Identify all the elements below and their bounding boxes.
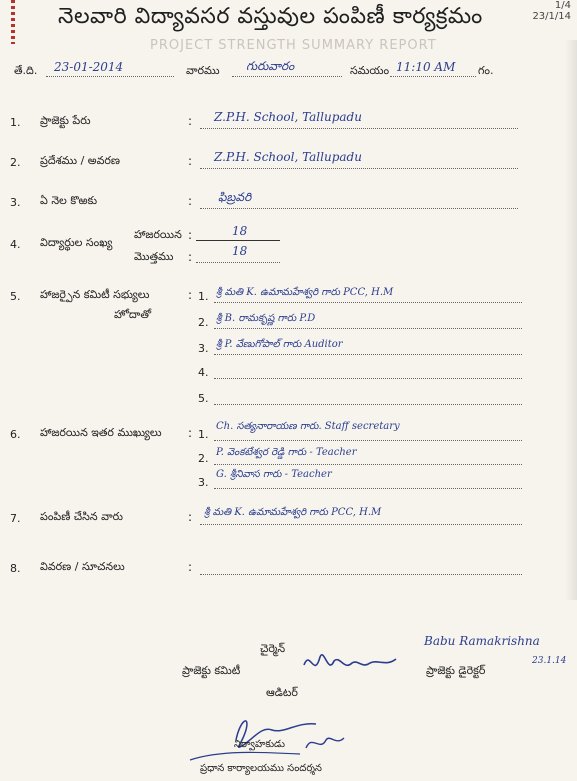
row-4-number: 4.	[10, 238, 21, 251]
row-5-colon: :	[188, 288, 193, 302]
row-2-colon: :	[188, 154, 193, 168]
row-7-colon: :	[188, 510, 193, 524]
project-director-label: ప్రాజెక్టు డైరెక్టర్	[426, 664, 486, 677]
row-4-colon-top: :	[188, 228, 193, 242]
date-label: తే.ది.	[14, 64, 38, 77]
committee-member-5-number: 5.	[198, 392, 209, 405]
date-dotline	[46, 76, 174, 77]
row-6-number: 6.	[10, 428, 21, 441]
row-1-number: 1.	[10, 116, 21, 129]
row-7-number: 7.	[10, 512, 21, 525]
page-title: నెలవారి విద్యావసర వస్తువుల పంపిణీ కార్యక్రమం	[58, 4, 483, 29]
row-7-label: పంపిణీ చేసిన వారు	[40, 510, 123, 523]
time-dotline	[390, 76, 476, 77]
corner-note-line1: 1/4	[554, 0, 571, 11]
date-value: 23-01-2014	[54, 60, 124, 74]
row-4-value-bottom: 18	[232, 244, 248, 258]
committee-member-1: శ్రీ మతి K. ఉమామహేశ్వరి గారు PCC, H.M	[216, 287, 394, 298]
committee-member-2: శ్రీ B. రామకృష్ణ గారు P.D	[216, 313, 316, 324]
ghost-show-through-text: PROJECT STRENGTH SUMMARY REPORT	[150, 38, 437, 53]
row-4-label: విద్యార్థుల సంఖ్య	[40, 236, 113, 249]
row-1-dotline	[200, 128, 518, 129]
other-member-2-dotline	[214, 464, 522, 465]
committee-member-4-dotline	[214, 378, 522, 379]
binding-string-icon	[6, 0, 20, 44]
day-value: గురువారం	[246, 59, 295, 73]
row-1-value: Z.P.H. School, Tallupadu	[214, 110, 362, 124]
row-7-dotline	[200, 524, 522, 525]
row-8-number: 8.	[10, 562, 21, 575]
office-full-label: ప్రధాన కార్యాలయము సందర్శన	[200, 763, 322, 774]
time-suffix: గం.	[478, 64, 494, 77]
row-2-number: 2.	[10, 156, 21, 169]
row-3-label: ఏ నెల కొఱకు	[40, 194, 98, 207]
committee-member-4-number: 4.	[198, 366, 209, 379]
page-edge-shadow	[565, 40, 577, 600]
other-member-3-dotline	[214, 488, 522, 489]
row-6-label: హాజరయిన ఇతర ముఖ్యులు	[40, 426, 162, 439]
row-8-label: వివరణ / సూచనలు	[40, 560, 125, 573]
director-name: Babu Ramakrishna	[424, 634, 540, 648]
row-7-value: శ్రీ మతి K. ఉమామహేశ్వరి గారు PCC, H.M	[204, 507, 382, 518]
other-member-1-number: 1.	[198, 428, 209, 441]
row-2-dotline	[200, 168, 518, 169]
committee-member-1-dotline	[214, 302, 522, 303]
row-1-colon: :	[188, 114, 193, 128]
row-3-number: 3.	[10, 196, 21, 209]
row-4-colon-bottom: :	[188, 250, 193, 264]
row-3-dotline	[200, 208, 518, 209]
committee-member-2-dotline	[214, 328, 522, 329]
row-2-value: Z.P.H. School, Tallupadu	[214, 150, 362, 164]
row-5-number: 5.	[10, 290, 21, 303]
row-5-label: హాజర్పైన కమిటీ సభ్యులు	[40, 288, 150, 301]
committee-member-3-number: 3.	[198, 342, 209, 355]
row-4-dotline	[196, 262, 280, 263]
other-member-2-number: 2.	[198, 452, 209, 465]
row-4-sub-top: హాజరయిన	[134, 228, 182, 241]
committee-member-1-number: 1.	[198, 290, 209, 303]
other-member-3-number: 3.	[198, 476, 209, 489]
chairman-signature-icon	[300, 645, 410, 681]
committee-member-3: శ్రీ P. వేణుగోపాల్ గారు Auditor	[216, 339, 343, 350]
row-2-label: ప్రదేశము / అవరణ	[40, 154, 121, 167]
row-8-colon: :	[188, 560, 193, 574]
other-member-3: G. శ్రీనివాస గారు - Teacher	[216, 469, 332, 480]
chairman-label: చైర్మెన్	[260, 642, 286, 655]
row-4-sub-bottom: మొత్తము	[134, 250, 174, 263]
time-value: 11:10 AM	[396, 60, 456, 74]
row-4-value-top: 18	[232, 224, 248, 238]
row-8-dotline	[200, 574, 522, 575]
row-6-colon: :	[188, 426, 193, 440]
row-3-colon: :	[188, 194, 193, 208]
row-1-label: ప్రాజెక్టు పేరు	[40, 114, 91, 127]
time-label: సమయం	[350, 64, 390, 77]
day-label: వారము	[186, 64, 220, 77]
corner-note	[532, 0, 571, 22]
other-member-1-dotline	[214, 440, 522, 441]
other-member-2: P. వెంకటేశ్వర రెడ్డి గారు - Teacher	[216, 447, 357, 458]
row-5-sub-label: హోదాతో	[114, 308, 152, 321]
row-4-divider	[196, 240, 280, 241]
office-signature-icon	[180, 700, 360, 770]
day-dotline	[232, 76, 342, 77]
auditor-label: ఆడిటర్	[266, 686, 298, 699]
office-role-label: నిర్వాహకుడు	[234, 739, 285, 750]
committee-member-2-number: 2.	[198, 316, 209, 329]
other-member-1: Ch. సత్యనారాయణ గారు. Staff secretary	[216, 421, 400, 432]
director-date: 23.1.14	[532, 656, 567, 666]
committee-member-3-dotline	[214, 354, 522, 355]
committee-member-5-dotline	[214, 404, 522, 405]
project-committee-label: ప్రాజెక్టు కమిటీ	[182, 664, 241, 677]
corner-note-line2: 23/1/14	[532, 11, 571, 22]
row-3-value: ఫిబ్రవరి	[218, 190, 252, 204]
